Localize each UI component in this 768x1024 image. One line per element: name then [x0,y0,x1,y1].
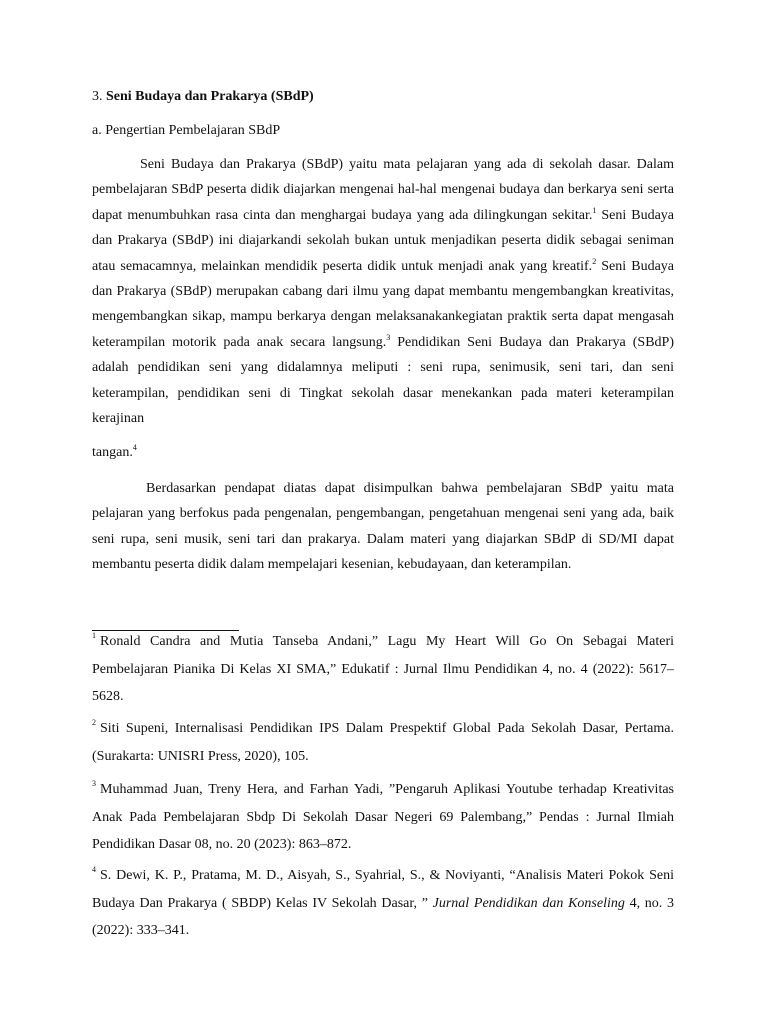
paragraph-conclusion [92,476,674,578]
footnote-ref-2: 2 [592,256,597,266]
footnote-3 [92,776,674,859]
paragraph-definition [92,152,674,431]
paragraph1-sentence2: Seni Budaya dan Prakarya (SBdP) ini diajarkandi sekolah bukan untuk menjadikan peserta didik sebagai seniman atau semacamnya, melainkan mendidik peserta didik untuk menjadi anak yang kreatif. [92,207,675,274]
paragraph1-tail [92,440,674,465]
footnote-text-4-before: S. Dewi, K. P., Pratama, M. D., Aisyah, S., Syahrial, S., & Noviyanti, “Analisis Materi Pokok Seni Budaya Dan Prakarya ( SBDP) Kelas IV Sekolah Dasar, ” [92,868,674,911]
paragraph1-sentence4: Pendidikan Seni Budaya dan Prakarya (SBdP) adalah pendidikan seni yang didalamnya meliputi : seni rupa, senimusik, seni tari, dan seni keterampilan, pendidikan seni di Tingkat sekolah dasar menekankan pada materi keterampilan kerajinan [92,334,674,427]
section-title: Seni Budaya dan Prakarya (SBdP) [106,89,314,104]
section-heading [92,88,674,106]
footnote-ref-3: 3 [386,332,391,342]
paragraph2-text: Berdasarkan pendapat diatas dapat disimpulkan bahwa pembelajaran SBdP yaitu mata pelajaran yang berfokus pada pengenalan, pengembangan, pengetahuan mengenai seni yang ada, baik seni rupa, seni musik, seni tari dan prakarya. Dalam materi yang diajarkan SBdP di SD/MI dapat membantu peserta didik dalam mempelajari kesenian, kebudayaan, dan keterampilan. [92,481,674,573]
footnote-text-3: Muhammad Juan, Treny Hera, and Farhan Yadi, ”Pengaruh Aplikasi Youtube terhadap Kreativitas Anak Pada Pembelajaran Sbdp Di Sekolah Dasar Negeri 69 Palembang,” Pendas : Jurnal Ilmiah Pendidikan Dasar 08, no. 20 (2023): 863–872. [92,782,674,852]
footnote-ref-4: 4 [132,443,137,452]
paragraph1-tail-text: tangan. [92,445,133,460]
footnote-number-1: 1 [92,631,96,640]
footnote-number-4: 4 [92,865,96,874]
footnote-text-1: Ronald Candra and Mutia Tanseba Andani,” Lagu My Heart Will Go On Sebagai Materi Pembelajaran Pianika Di Kelas XI SMA,” Edukatif : Jurnal Ilmu Pendidikan 4, no. 4 (2022): 5617–5628. [92,634,674,704]
footnote-ref-1: 1 [592,205,597,215]
footnote-text-2: Siti Supeni, Internalisasi Pendidikan IPS Dalam Prespektif Global Pada Sekolah Dasar, Pertama. (Surakarta: UNISRI Press, 2020), 105. [92,721,674,764]
footnote-4-journal: Jurnal Pendidikan dan Konseling [432,895,625,911]
paragraph1-sentence1: Seni Budaya dan Prakarya (SBdP) yaitu mata pelajaran yang ada di sekolah dasar. Dalam pembelajaran SBdP peserta didik diajarkan mengenai hal-hal mengenai budaya dan berkarya seni serta dapat menumbuhkan rasa cinta dan menghargai budaya yang ada dilingkungan sekitar. [92,157,674,223]
footnote-1 [92,628,674,711]
footnote-number-3: 3 [92,779,96,788]
paragraph1-sentence3: Seni Budaya dan Prakarya (SBdP) merupakan cabang dari ilmu yang dapat membantu mengembangkan kreativitas, mengembangkan sikap, mampu berkarya dengan melaksanakankegiatan praktik serta dapat mengasah keterampilan motorik pada anak secara langsung. [92,258,675,350]
footnote-text-4-after: 4, no. 3 (2022): 333–341. [92,895,674,938]
footnote-2 [92,715,674,770]
subsection-heading: a. Pengertian Pembelajaran SBdP [92,123,281,138]
footnote-4 [92,862,674,945]
footnote-number-2: 2 [92,718,96,727]
section-number: 3. [92,89,103,104]
